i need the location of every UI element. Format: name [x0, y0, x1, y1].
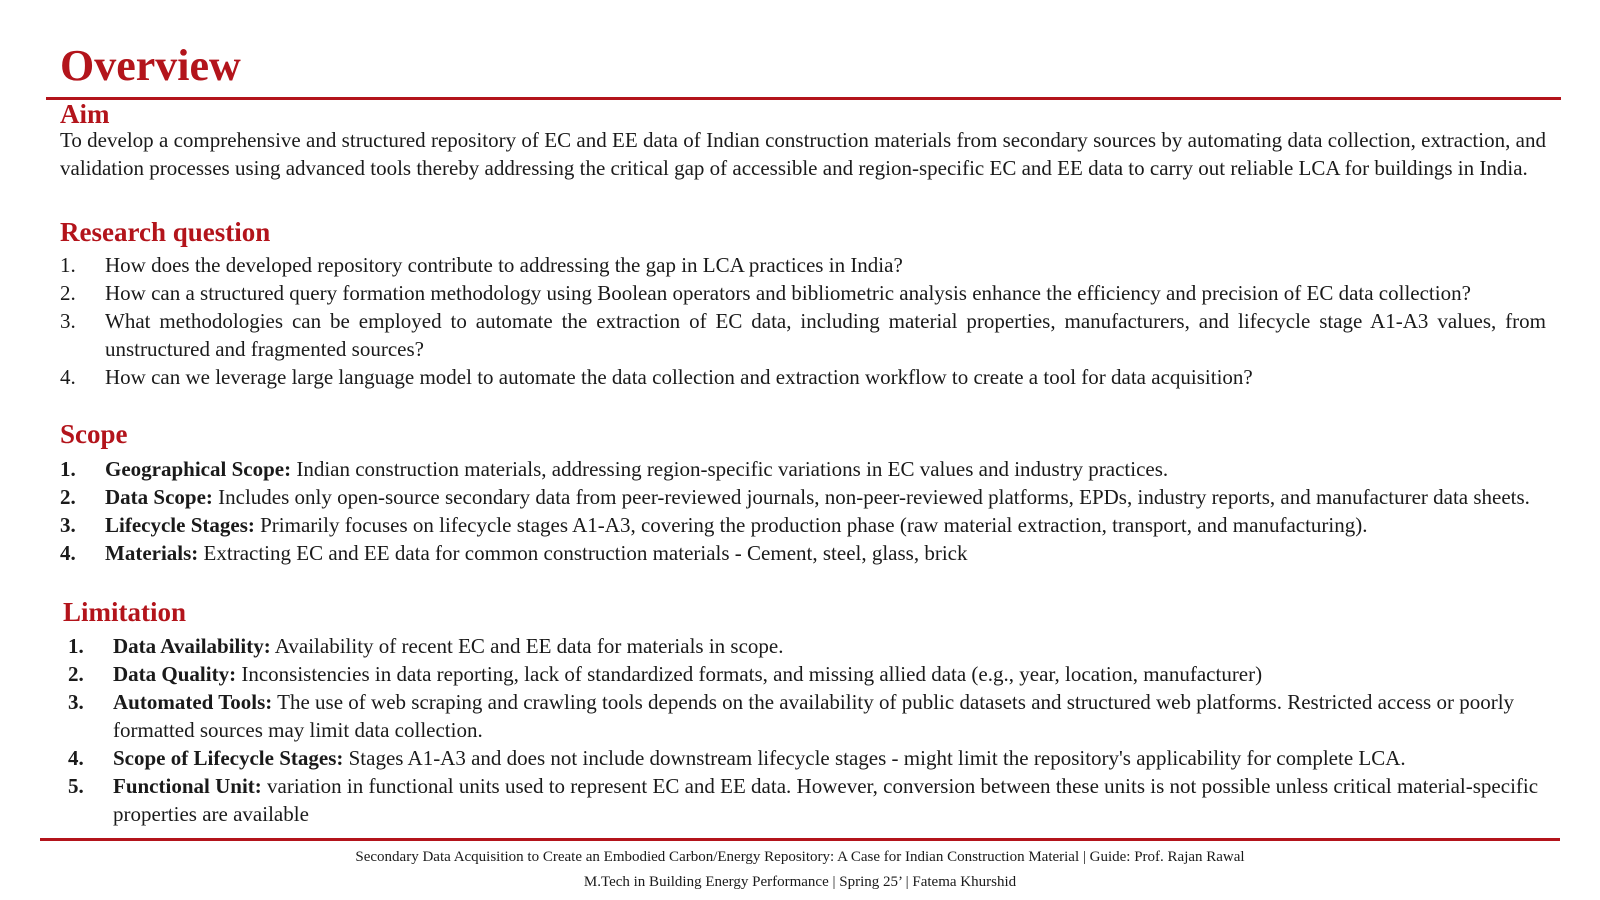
- item-term: Data Quality:: [113, 662, 237, 686]
- item-number: 2.: [60, 281, 76, 305]
- list-item: [60, 483, 1542, 511]
- limitation-heading: Limitation: [63, 597, 187, 627]
- item-number: 1.: [68, 634, 84, 658]
- scope-heading: Scope: [60, 419, 128, 449]
- item-text: variation in functional units used to represent EC and EE data. However, conversion between these units is not possible unless critical material-specific properties are available: [113, 774, 1539, 826]
- item-term: Functional Unit:: [113, 774, 262, 798]
- list-item: [60, 511, 1542, 539]
- item-number: 1.: [60, 457, 76, 481]
- slide-title: Overview: [60, 41, 241, 90]
- list-item: [68, 688, 1554, 744]
- title-divider: [46, 97, 1561, 100]
- footer-divider: [40, 838, 1560, 841]
- item-term: Data Scope:: [105, 485, 213, 509]
- scope-list: [60, 455, 1542, 567]
- item-text: How can a structured query formation methodology using Boolean operators and bibliometric analysis enhance the efficiency and precision of EC data collection?: [105, 281, 1471, 305]
- item-term: Scope of Lifecycle Stages:: [113, 746, 344, 770]
- list-item: [68, 744, 1554, 772]
- item-number: 4.: [68, 746, 84, 770]
- list-item: [60, 251, 1546, 279]
- item-number: 2.: [60, 485, 76, 509]
- item-text: How can we leverage large language model to automate the data collection and extraction workflow to create a tool for data acquisition?: [105, 365, 1253, 389]
- item-text: Stages A1-A3 and does not include downstream lifecycle stages - might limit the repository's applicability for complete LCA.: [343, 746, 1406, 770]
- list-item: [60, 539, 1542, 567]
- footer-line-1: Secondary Data Acquisition to Create an Embodied Carbon/Energy Repository: A Case for Indian Construction Material | Guide: Prof. Rajan Rawal: [355, 849, 1245, 865]
- item-text: Availability of recent EC and EE data for materials in scope.: [270, 634, 784, 658]
- item-term: Automated Tools:: [113, 690, 273, 714]
- item-term: Data Availability:: [113, 634, 271, 658]
- item-text: The use of web scraping and crawling tools depends on the availability of public datasets and structured web platforms. Restricted access or poorly formatted sources may limit data collection.: [113, 690, 1515, 742]
- footer-line-2: M.Tech in Building Energy Performance | Spring 25’ | Fatema Khurshid: [583, 874, 1017, 890]
- item-term: Materials:: [105, 541, 199, 565]
- item-text: Extracting EC and EE data for common construction materials - Cement, steel, glass, brick: [198, 541, 968, 565]
- item-text: What methodologies can be employed to automate the extraction of EC data, including material properties, manufacturers, and lifecycle stage A1-A3 values, from unstructured and fragmented sources?: [105, 309, 1546, 361]
- research-question-list: [60, 251, 1546, 391]
- item-number: 4.: [60, 365, 76, 389]
- item-term: Lifecycle Stages:: [105, 513, 255, 537]
- list-item: [68, 772, 1554, 828]
- item-number: 3.: [60, 513, 76, 537]
- research-question-heading: Research question: [60, 217, 271, 247]
- list-item: [60, 307, 1546, 363]
- item-number: 2.: [68, 662, 84, 686]
- list-item: [60, 363, 1546, 391]
- item-number: 4.: [60, 541, 76, 565]
- item-number: 5.: [68, 774, 84, 798]
- item-text: Indian construction materials, addressing region-specific variations in EC values and industry practices.: [291, 457, 1169, 481]
- limitation-list: [68, 632, 1554, 828]
- aim-heading: Aim: [60, 99, 110, 129]
- item-number: 1.: [60, 253, 76, 277]
- item-text: Inconsistencies in data reporting, lack of standardized formats, and missing allied data (e.g., year, location, manufacturer): [236, 662, 1263, 686]
- aim-text: To develop a comprehensive and structured repository of EC and EE data of Indian construction materials from secondary sources by automating data collection, extraction, and validation processes using advanced tools thereby addressing the critical gap of accessible and region-specific EC and EE data to carry out reliable LCA for buildings in India.: [60, 128, 1546, 180]
- list-item: [68, 660, 1554, 688]
- item-term: Geographical Scope:: [105, 457, 292, 481]
- list-item: [68, 632, 1554, 660]
- item-text: Primarily focuses on lifecycle stages A1-A3, covering the production phase (raw material extraction, transport, and manufacturing).: [254, 513, 1368, 537]
- item-text: Includes only open-source secondary data from peer-reviewed journals, non-peer-reviewed platforms, EPDs, industry reports, and manufacturer data sheets.: [212, 485, 1530, 509]
- list-item: [60, 279, 1546, 307]
- list-item: [60, 455, 1542, 483]
- item-number: 3.: [60, 309, 76, 333]
- item-text: How does the developed repository contribute to addressing the gap in LCA practices in India?: [105, 253, 903, 277]
- item-number: 3.: [68, 690, 84, 714]
